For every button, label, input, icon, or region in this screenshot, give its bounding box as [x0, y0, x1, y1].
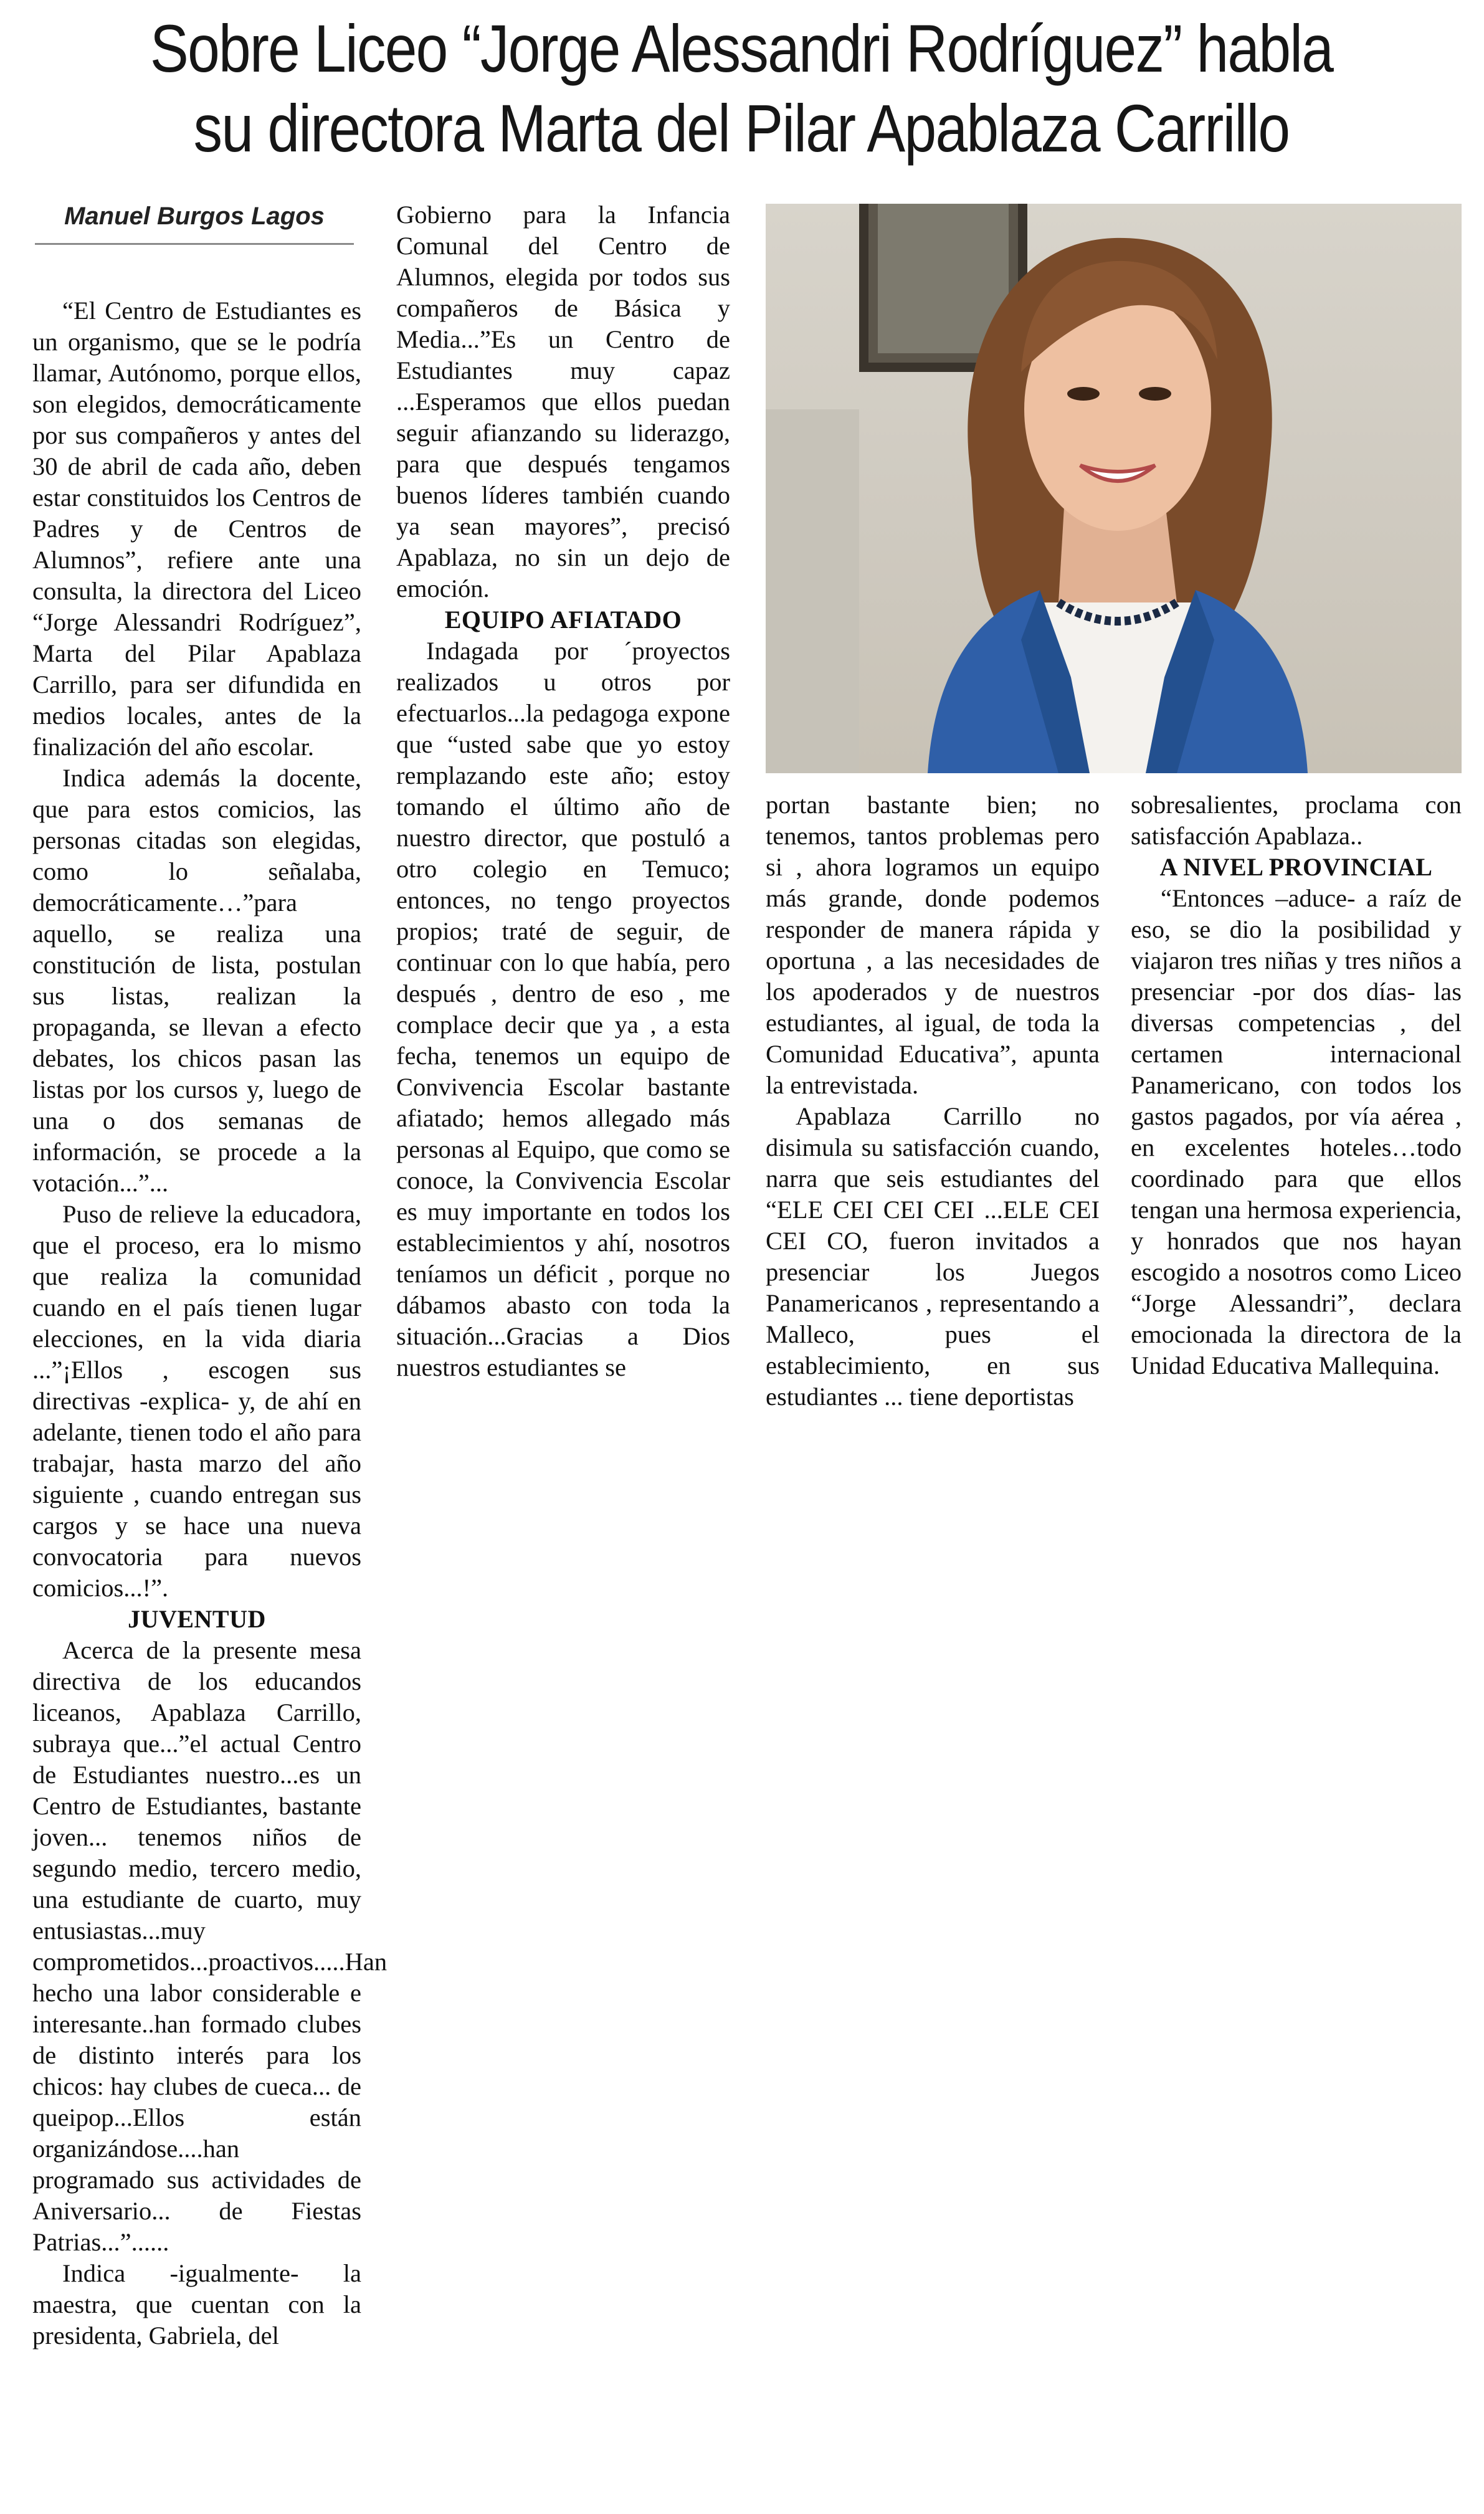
paragraph: “Entonces –aduce- a raíz de eso, se dio la posibilidad y viajaron tres niñas y tres niños a presenciar -por dos días- las diversas competencias , del certamen internacional Panamericano, con todos los gastos pagados, por vía aérea , en excelentes hoteles…todo coordinado para que ellos tengan una hermosa experiencia, y honrados que nos hayan escogido a nosotros como Liceo “Jorge Alessandri”, declara emocionada la directora de la Unidad Educativa Mallequina. [1131, 884, 1462, 1379]
paragraph: Indagada por ´proyectos realizados u otros por efectuarlos...la pedagoga expone que “usted sabe que yo estoy remplazando este año; estoy tomando el último año de nuestro director, que postuló a otro colegio en Temuco; entonces, no tengo proyectos propios; traté de seguir, de continuar con lo que había, pero después , dentro de eso , me complace decir que ya , a esta fecha, tenemos un equipo de Convivencia Escolar bastante afiatado; hemos allegado más personas al Equipo, que como se conoce, la Convivencia Escolar es muy importante en todos los establecimientos y ahí, nosotros teníamos un déficit , porque no dábamos abasto con toda la situación...Gracias a Dios nuestros estudiantes se [396, 637, 730, 1381]
article-column-4 [1131, 789, 1462, 1381]
article-column-3 [766, 789, 1100, 1412]
paragraph: Gobierno para la Infancia Comunal del Centro de Alumnos, elegida por todos sus compañeros de Básica y Media...”Es un Centro de Estudiantes muy capaz ...Esperamos que ellos puedan seguir afianzando su liderazgo, para que después tengamos buenos líderes también cuando ya sean mayores”, precisó Apablaza, no sin un dejo de emoción. [396, 201, 730, 602]
paragraph: sobresalientes, proclama con satisfacción Apablaza.. [1131, 791, 1462, 850]
section-heading-a-nivel-provincial: A NIVEL PROVINCIAL [1159, 853, 1433, 881]
paragraph: Puso de relieve la educadora, que el proceso, era lo mismo que realiza la comunidad cuando en el país tienen lugar elecciones, en la vida diaria ...”¡Ellos , escogen sus directivas -explica- y, de ahí en adelante, tienen todo el año para trabajar, hasta marzo del año siguiente , cuando entregan sus cargos y se hace una nueva convocatoria para nuevos comicios...!”. [32, 1200, 361, 1602]
headline: Sobre Liceo “Jorge Alessandri Rodríguez” habla su directora Marta del Pilar Apablaza Carrillo [150, 11, 1333, 166]
paragraph: Indica además la docente, que para estos comicios, las personas citadas son elegidas, como lo señalaba, democráticamente…”para aquello, se realiza una constitución de lista, postulan sus listas, realizan la propaganda, se llevan a efecto debates, los chicos pasan las listas por los cursos y, luego de una o dos semanas de información, se procede a la votación...”... [32, 764, 361, 1197]
byline: Manuel Burgos Lagos [35, 202, 354, 245]
paragraph: Indica -igualmente- la maestra, que cuentan con la presidenta, Gabriela, del [32, 2259, 361, 2350]
section-heading-juventud: JUVENTUD [128, 1605, 266, 1633]
portrait-illustration [766, 204, 1462, 773]
paragraph: Acerca de la presente mesa directiva de los educandos liceanos, Apablaza Carrillo, subraya que...”el actual Centro de Estudiantes nuestro...es un Centro de Estudiantes, bastante joven... tenemos niños de segundo medio, tercero medio, una estudiante de cuarto, muy entusiastas...muy comprometidos...proactivos.....Han hecho una labor considerable e interesante..han formado clubes de distinto interés para los chicos: hay clubes de cueca... de queipop...Ellos están organizándose....han programado sus actividades de Aniversario... de Fiestas Patrias...”...... [32, 1636, 388, 2256]
portrait-photo [766, 204, 1462, 773]
article-column-1 [32, 295, 388, 2351]
paragraph: portan bastante bien; no tenemos, tantos problemas pero si , ahora logramos un equipo más grande, donde podemos responder de manera rápida y oportuna , a las necesidades de los apoderados y de nuestros estudiantes, al igual, de toda la Comunidad Educativa”, apunta la entrevistada. [766, 791, 1100, 1099]
article-column-2 [396, 199, 730, 1383]
section-heading-equipo-afiatado: EQUIPO AFIATADO [444, 606, 682, 634]
paragraph: Apablaza Carrillo no disimula su satisfacción cuando, narra que seis estudiantes del “ELE CEI CEI CEI ...ELE CEI CEI CO, fueron invitados a presenciar los Juegos Panamericanos , representando a Malleco, pues el establecimiento, en sus estudiantes ... tiene deportistas [766, 1102, 1100, 1411]
paragraph: “El Centro de Estudiantes es un organismo, que se le podría llamar, Autónomo, porque ellos, son elegidos, democráticamente por sus compañeros y antes del 30 de abril de cada año, deben estar constituidos los Centros de Padres y de Centros de Alumnos”, refiere ante una consulta, la directora del Liceo “Jorge Alessandri Rodríguez”, Marta del Pilar Apablaza Carrillo, para ser difundida en medios locales, antes de la finalización del año escolar. [32, 297, 361, 761]
